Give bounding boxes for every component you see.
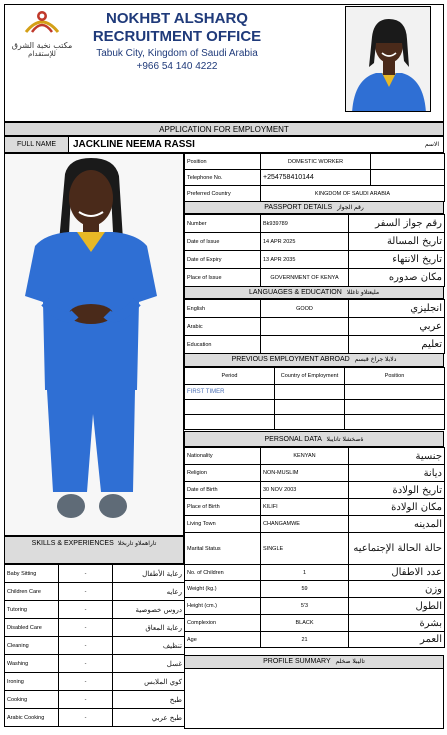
skill-children-care-ar: رعايه xyxy=(113,583,185,601)
table-row xyxy=(185,400,445,415)
education-label: Education xyxy=(185,336,261,354)
skill-ironing-label: Ironing xyxy=(5,673,59,691)
table-row xyxy=(5,565,185,583)
weight-ar: وزن xyxy=(349,581,445,598)
arabic-label: Arabic xyxy=(185,318,261,336)
education-ar: تعليم xyxy=(349,336,445,354)
education-value xyxy=(261,336,349,354)
applicant-photo-small xyxy=(346,7,431,112)
employment-table xyxy=(184,367,445,430)
passport-table xyxy=(184,214,445,287)
table-row xyxy=(5,655,185,673)
profile-summary-body xyxy=(184,669,444,729)
issue-date-ar: تاريخ المسالة xyxy=(349,233,445,251)
skill-disabled-care-ar: رعاية المعاق xyxy=(113,619,185,637)
issue-place-label: Place of Issue xyxy=(185,269,261,287)
age-ar: العمر xyxy=(349,632,445,648)
position-value: DOMESTIC WORKER xyxy=(261,154,371,170)
skill-arabic-cooking-ar: طبخ عربي xyxy=(113,709,185,727)
full-name-value: JACKLINE NEEMA RASSI xyxy=(73,139,195,150)
skill-washing-label: Washing xyxy=(5,655,59,673)
table-row xyxy=(185,598,445,615)
period-header: Period xyxy=(185,368,275,385)
skills-section-title: SKILLS & EXPERIENCES تاراهملاو تاربخلا xyxy=(4,536,184,564)
telephone-label: Telephone No. xyxy=(185,170,261,186)
table-row xyxy=(185,300,445,318)
employment-period: FIRST TIMER xyxy=(185,385,275,400)
expiry-date-value: 13 APR 2035 xyxy=(261,251,349,269)
position-label: Position xyxy=(185,154,261,170)
languages-table xyxy=(184,299,445,354)
position-header: Position xyxy=(345,368,445,385)
applicant-photo-full xyxy=(5,154,183,535)
table-row xyxy=(5,673,185,691)
passport-number-label: Number xyxy=(185,215,261,233)
office-title-line2: RECRUITMENT OFFICE xyxy=(92,28,262,45)
skill-baby-sitting-value: - xyxy=(59,565,113,583)
application-title: APPLICATION FOR EMPLOYMENT xyxy=(4,122,444,136)
skill-cooking-value: - xyxy=(59,691,113,709)
height-ar: الطول xyxy=(349,598,445,615)
skill-children-care-value: - xyxy=(59,583,113,601)
children-ar: عدد الاطفال xyxy=(349,565,445,581)
table-row xyxy=(185,385,445,400)
weight-value: 59 xyxy=(261,581,349,598)
skill-cooking-ar: طبخ xyxy=(113,691,185,709)
living-town-value: CHANGAMWE xyxy=(261,516,349,533)
children-value: 1 xyxy=(261,565,349,581)
telephone-value: +254758410144 xyxy=(261,170,371,186)
skill-cooking-label: Cooking xyxy=(5,691,59,709)
personal-table xyxy=(184,447,445,648)
height-label: Height (cm.) xyxy=(185,598,261,615)
skill-arabic-cooking-label: Arabic Cooking xyxy=(5,709,59,727)
skill-arabic-cooking-value: - xyxy=(59,709,113,727)
skill-tutoring-label: Tutoring xyxy=(5,601,59,619)
expiry-date-label: Date of Expiry xyxy=(185,251,261,269)
country-header: Country of Employment xyxy=(275,368,345,385)
table-row xyxy=(185,482,445,499)
skill-disabled-care-label: Disabled Care xyxy=(5,619,59,637)
table-row xyxy=(185,154,445,170)
english-label: English xyxy=(185,300,261,318)
profile-summary-title: PROFILE SUMMARY تاليبلا صخلم xyxy=(184,655,444,669)
table-row xyxy=(185,533,445,565)
issue-date-value: 14 APR 2025 xyxy=(261,233,349,251)
dob-value: 30 NOV 2003 xyxy=(261,482,349,499)
issue-place-value: GOVERNMENT OF KENYA xyxy=(261,269,349,287)
table-row xyxy=(185,565,445,581)
office-header xyxy=(72,10,282,73)
skill-cleaning-ar: تنظيف xyxy=(113,637,185,655)
table-row xyxy=(185,186,445,202)
skill-tutoring-value: - xyxy=(59,601,113,619)
marital-ar: حالة الحالة الإجتماعيه xyxy=(349,533,445,565)
nationality-label: Nationality xyxy=(185,448,261,465)
table-row xyxy=(185,465,445,482)
table-row xyxy=(185,448,445,465)
religion-value: NON-MUSLIM xyxy=(261,465,349,482)
weight-label: Weight (kg.) xyxy=(185,581,261,598)
skill-baby-sitting-label: Baby Sitting xyxy=(5,565,59,583)
arabic-value xyxy=(261,318,349,336)
full-name-row xyxy=(4,136,444,153)
nationality-value: KENYAN xyxy=(261,448,349,465)
age-label: Age xyxy=(185,632,261,648)
office-city: Tabuk City, Kingdom of Saudi Arabia xyxy=(96,48,258,59)
height-value: 5'3 xyxy=(261,598,349,615)
living-town-ar: المدينه xyxy=(349,516,445,533)
age-value: 21 xyxy=(261,632,349,648)
skill-cleaning-label: Cleaning xyxy=(5,637,59,655)
passport-number-ar: رقم جواز السفر xyxy=(349,215,445,233)
personal-section-title: PERSONAL DATA ةصخشلا تانايبلا xyxy=(184,431,444,447)
table-row xyxy=(5,601,185,619)
skill-baby-sitting-ar: رعاية الأطفال xyxy=(113,565,185,583)
small-photo-frame xyxy=(345,6,431,112)
skill-ironing-ar: كوي الملابس xyxy=(113,673,185,691)
full-name-label-ar: الاسم xyxy=(424,141,439,148)
birthplace-value: KILIFI xyxy=(261,499,349,516)
table-row xyxy=(185,269,445,287)
logo-text-line2: للإستقدام xyxy=(28,50,56,58)
skill-cleaning-value: - xyxy=(59,637,113,655)
religion-ar: ديانة xyxy=(349,465,445,482)
table-row xyxy=(185,336,445,354)
table-row xyxy=(185,215,445,233)
table-row xyxy=(185,318,445,336)
skills-table xyxy=(4,564,185,727)
dob-label: Date of Birth xyxy=(185,482,261,499)
dob-ar: تاريخ الولادة xyxy=(349,482,445,499)
logo xyxy=(6,6,78,58)
religion-label: Religion xyxy=(185,465,261,482)
table-header-row xyxy=(185,368,445,385)
marital-label: Marital Status xyxy=(185,533,261,565)
preferred-country-label: Preferred Country xyxy=(185,186,261,202)
table-row xyxy=(5,691,185,709)
issue-place-ar: مكان صدوره xyxy=(349,269,445,287)
passport-section-title: PASSPORT DETAILS رقم الجواز xyxy=(184,201,444,214)
languages-section-title: LANGUAGES & EDUCATION مليعتلاو تاغللا xyxy=(184,286,444,299)
table-row xyxy=(185,170,445,186)
expiry-date-ar: تاريخ الانتهاء xyxy=(349,251,445,269)
living-town-label: Living Town xyxy=(185,516,261,533)
issue-date-label: Date of Issue xyxy=(185,233,261,251)
full-photo-frame xyxy=(4,153,184,536)
table-row xyxy=(185,516,445,533)
table-row xyxy=(185,581,445,598)
english-value: GOOD xyxy=(261,300,349,318)
skill-children-care-label: Children Care xyxy=(5,583,59,601)
birthplace-label: Place of Birth xyxy=(185,499,261,516)
full-name-label: FULL NAME xyxy=(5,137,69,152)
nationality-ar: جنسية xyxy=(349,448,445,465)
passport-number-value: Bk939789 xyxy=(261,215,349,233)
logo-emblem-icon xyxy=(6,6,78,36)
skill-ironing-value: - xyxy=(59,673,113,691)
job-table xyxy=(184,153,445,202)
birthplace-ar: مكان الولادة xyxy=(349,499,445,516)
skill-disabled-care-value: - xyxy=(59,619,113,637)
table-row xyxy=(185,615,445,632)
skill-tutoring-ar: دروس خصوصية xyxy=(113,601,185,619)
table-row xyxy=(185,415,445,430)
english-ar: انجليزي xyxy=(349,300,445,318)
office-phone: +966 54 140 4222 xyxy=(136,61,218,72)
table-row xyxy=(185,499,445,516)
employment-section-title: PREVIOUS EMPLOYMENT ABROAD دلابلا جراخ قبسم xyxy=(184,353,444,367)
table-row xyxy=(5,709,185,727)
complexion-value: BLACK xyxy=(261,615,349,632)
table-row xyxy=(185,233,445,251)
complexion-label: Complexion xyxy=(185,615,261,632)
complexion-ar: بشرة xyxy=(349,615,445,632)
arabic-ar: عربي xyxy=(349,318,445,336)
marital-value: SINGLE xyxy=(261,533,349,565)
logo-text-line1: مكتب نخبة الشرق xyxy=(11,41,73,50)
children-label: No. of Children xyxy=(185,565,261,581)
table-row xyxy=(5,619,185,637)
table-row xyxy=(5,637,185,655)
office-title-line1: NOKHBT ALSHARQ xyxy=(106,10,248,27)
skill-washing-ar: غسل xyxy=(113,655,185,673)
table-row xyxy=(185,632,445,648)
table-row xyxy=(5,583,185,601)
skill-washing-value: - xyxy=(59,655,113,673)
table-row xyxy=(185,251,445,269)
preferred-country-value: KINGDOM OF SAUDI ARABIA xyxy=(261,186,445,202)
